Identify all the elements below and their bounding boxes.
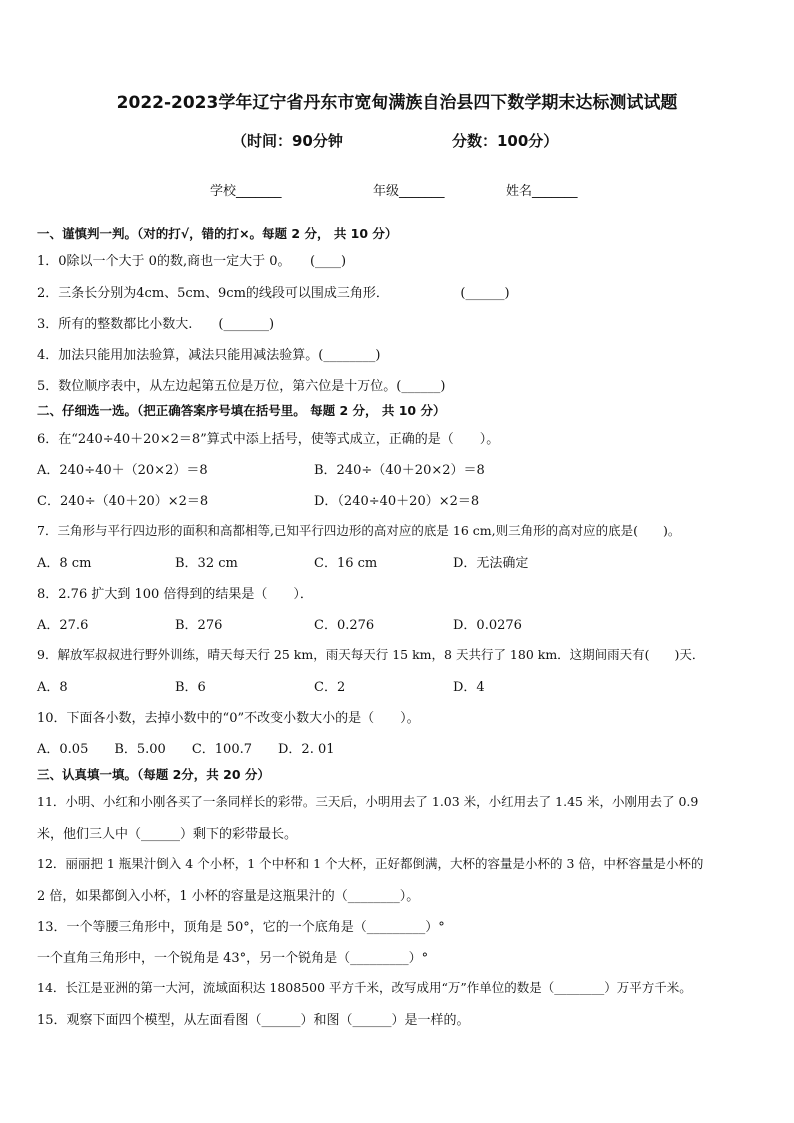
question-13-line-2: 一个直角三角形中，一个锐角是 43°，另一个锐角是（_________）°	[37, 951, 429, 966]
question-12-line-2: 2 倍，如果都倒入小杯，1 小杯的容量是这瓶果汁的（________）。	[37, 889, 420, 904]
question-6-option-c: C．240÷（40＋20）×2＝8	[37, 494, 209, 509]
time-limit: （时间：90分钟	[232, 132, 343, 150]
question-14: 14．长江是亚洲的第一大河，流域面积达 1808500 平方千米，改写成用“万”作单位的数是（________）万平方千米。	[37, 980, 692, 995]
question-11-line-1: 11．小明、小红和小刚各买了一条同样长的彩带。三天后，小明用去了 1.03 米，小红用去了 1.45 米，小刚用去了 0.9	[37, 794, 699, 809]
question-7-option-a: A．8 cm	[37, 556, 92, 571]
exam-title: 2022-2023学年辽宁省丹东市宽甸满族自治县四下数学期末达标测试试题	[116, 93, 678, 113]
question-8-option-d: D．0.0276	[453, 618, 522, 633]
question-13-line-1: 13．一个等腰三角形中，顶角是 50°，它的一个底角是（_________）°	[37, 920, 445, 935]
question-12-line-1: 12．丽丽把 1 瓶果汁倒入 4 个小杯，1 个中杯和 1 个大杯，正好都倒满，大杯的容量是小杯的 3 倍，中杯容量是小杯的	[37, 856, 704, 871]
section-2-heading: 二、仔细选一选。（把正确答案序号填在括号里。 每题 2 分， 共 10 分）	[37, 403, 446, 418]
question-4: 4．加法只能用加法验算，减法只能用减法验算。(________)	[37, 348, 381, 363]
question-9-option-a: A．8	[37, 680, 68, 695]
question-9-option-c: C．2	[314, 680, 346, 695]
question-7-option-c: C．16 cm	[314, 556, 378, 571]
question-8: 8．2.76 扩大到 100 倍得到的结果是（ ）．	[37, 587, 313, 602]
question-9-option-b: B．6	[175, 680, 206, 695]
total-score: 分数：100分）	[452, 132, 559, 150]
question-15: 15．观察下面四个模型，从左面看图（______）和图（______）是一样的。	[37, 1013, 470, 1028]
question-6-option-d: D．（240÷40＋20）×2＝8	[314, 494, 480, 509]
question-10: 10．下面各小数，去掉小数中的“0”不改变小数大小的是（ ）。	[37, 711, 420, 726]
question-5: 5．数位顺序表中，从左边起第五位是万位，第六位是十万位。(______)	[37, 379, 446, 394]
school-field: 学校_______	[210, 184, 282, 199]
question-9-option-d: D．4	[453, 680, 485, 695]
question-2: 2．三条长分别为4cm、5cm、9cm的线段可以围成三角形． (______)	[37, 286, 510, 301]
question-8-option-b: B．276	[175, 618, 223, 633]
grade-field: 年级_______	[373, 184, 445, 199]
section-3-heading: 三、认真填一填。（每题 2分，共 20 分）	[37, 767, 270, 782]
question-11-line-2: 米，他们三人中（______）剩下的彩带最长。	[37, 827, 298, 842]
question-7-option-d: D．无法确定	[453, 556, 529, 571]
question-9: 9．解放军叔叔进行野外训练，晴天每天行 25 km，雨天每天行 15 km，8 天共行了 180 km．这期间雨天有( )天．	[37, 647, 705, 662]
question-7: 7．三角形与平行四边形的面积和高都相等,已知平行四边形的高对应的底是 16 cm,则三角形的高对应的底是( )。	[37, 523, 681, 538]
name-field: 姓名_______	[506, 184, 578, 199]
question-8-option-c: C．0.276	[314, 618, 375, 633]
question-3: 3．所有的整数都比小数大. (_______)	[37, 317, 275, 332]
question-10-options: A．0.05 B．5.00 C．100.7 D．2. 01	[37, 742, 335, 757]
question-1: 1．0除以一个大于 0的数,商也一定大于 0。 (____)	[37, 254, 347, 269]
question-6-option-b: B．240÷（40＋20×2）＝8	[314, 463, 485, 478]
question-8-option-a: A．27.6	[37, 618, 89, 633]
question-7-option-b: B．32 cm	[175, 556, 238, 571]
question-6: 6．在“240÷40＋20×2＝8”算式中添上括号，使等式成立，正确的是（ ）。	[37, 432, 500, 447]
section-1-heading: 一、谨慎判一判。（对的打√，错的打×。每题 2 分， 共 10 分）	[37, 226, 398, 241]
question-6-option-a: A．240÷40＋（20×2）＝8	[37, 463, 208, 478]
